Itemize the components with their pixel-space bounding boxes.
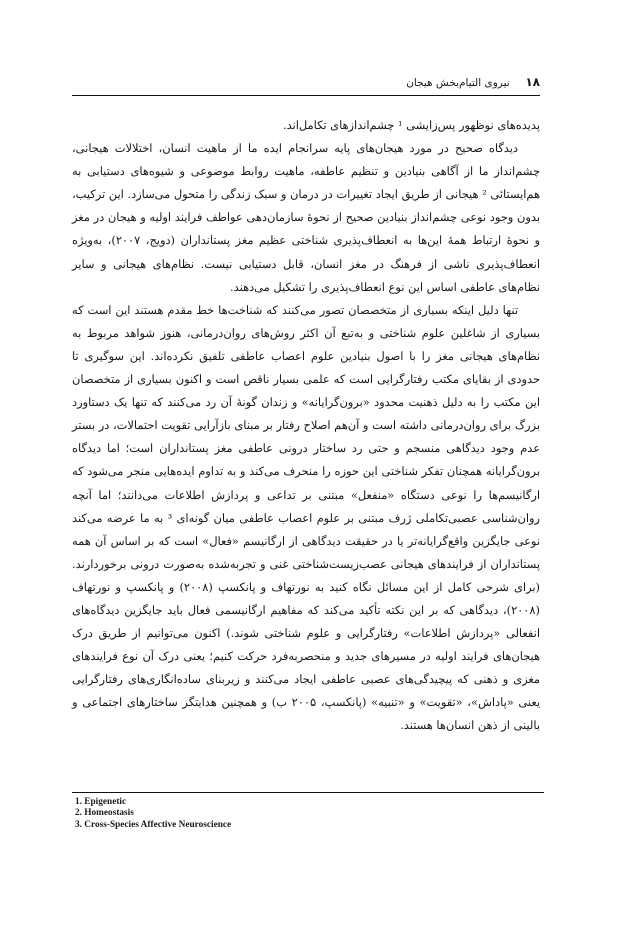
page-number: ۱۸: [525, 75, 540, 89]
footnote-2: 2. Homeostasis: [75, 808, 134, 819]
paragraph-2: دیدگاه صحیح در مورد هیجان‌های پایه سرانجام ایده ما از ماهیت انسان، اختلالات هیجانی، چشم‌انداز ما از آگاهی بنیادین و تنظیم عاطفه، ماهیت روابط موضوعی و شیوه‌های دستیابی به هم‌ایستائی ² هیجانی از طریق ایجاد تغییرات در درمان و سبک زندگی را متحول می‌سازد. این ترکیب، بدون وجود نوعی چشم‌انداز بنیادین صحیح از نحوهٔ سازمان‌دهی عواطف فرایند اولیه و هیجان در مغز و نحوهٔ ارتباط همهٔ این‌ها به انعطاف‌پذیری شناختی عظیم مغز پستانداران (دویج، ۲۰۰۷)، به‌ویژه انعطاف‌پذیری ناشی از فرهنگ در مغز انسان، قابل دستیابی نیست. نظام‌های هیجانی و سایر نظام‌های عاطفی اساس این نوع انعطاف‌پذیری را تشکیل می‌دهند.: [72, 141, 540, 294]
body-text: [72, 114, 540, 738]
footnotes: [75, 797, 231, 831]
header-rule: [72, 95, 540, 96]
running-title: نیروی التیام‌بخش هیجان: [406, 77, 510, 89]
paragraph-1: پدیده‌های نوظهور پس‌زایشی ¹ چشم‌اندازهای تکامل‌اند.: [282, 118, 540, 132]
paragraph-3: تنها دلیل اینکه بسیاری از متخصصان تصور می‌کنند که شناخت‌ها خط مقدم هستند این است که بسیاری از شاغلین علوم شناختی و به‌تبع آن اکثر روش‌های روان‌درمانی، هنوز شواهد مربوط به نظام‌های هیجانی مغز را با اصول بنیادین علوم اعصاب عاطفی تلفیق نکرده‌اند. این سوگیری تا حدودی از بقایای مکتب رفتارگرایی است که علمی بسیار ناقص است و اکنون بسیاری از متخصصان این مکتب را به دلیل ذهنیت محدود «برون‌گرایانه» و زندان گونهٔ آن رد می‌کنند که تنها یک دستاورد بزرگ برای روان‌درمانی داشته است و آن‌هم اصلاح رفتار بر مبنای بازآرایی تقویت احتمالات، در بستر عدم وجود دیدگاهی منسجم و حتی رد ساختار درونی عاطفی مغز پستانداران است؛ اما دیدگاه برون‌گرایانه همچنان تفکر شناختی این حوزه را منحرف می‌کند و به تداوم ایده‌هایی منجر می‌شود که ارگانیسم‌ها را نوعی دستگاه «منفعل» مبتنی بر تداعی و پردازش اطلاعات می‌دانند؛ اما آنچه روان‌شناسی عصبی‌تکاملی ژرف مبتنی بر علوم اعصاب عاطفی میان گونه‌ای ³ به ما عرضه می‌کند نوعی جایگزین واقع‌گرایانه‌تر یا در حقیقت دیدگاهی از ارگانیسم «فعال» است که بر اساس آن همه پستانداران از فرایندهای هیجانی عصب‌زیست‌شناختی غنی و تجربه‌شده به‌صورت درونی برخوردارند. (برای شرحی کامل از این مسائل نگاه کنید به نورتهاف و پانکسپ (۲۰۰۸) و پانکسپ و نورتهاف (۲۰۰۸)، دیدگاهی که بر این نکته تأکید می‌کند که مفاهیم ارگانیسمی فعال باید جایگزین دیدگاه‌های انفعالی «پردازش اطلاعات» رفتارگرایی و علوم شناختی شوند.) اکنون می‌توانیم از طریق درک هیجان‌های فرایند اولیه در مسیرهای جدید و منحصربه‌فرد حرکت کنیم؛ یعنی درک آن نوع فرایندهای مغزی و ذهنی که پیچیدگی‌های عصبی عاطفی ایجاد می‌کنند و زیربنای ساده‌انگاری‌های رفتارگرایی یعنی «پاداش»، «تقویت» و «تنبیه» (پانکسپ، ۲۰۰۵ ب) و همچنین هدایتگر ساختارهای اجتماعی و بالینی از ذهن انسان‌ها هستند.: [72, 302, 540, 733]
footnote-1: 1. Epigenetic: [75, 797, 127, 807]
footnote-separator: [72, 792, 544, 793]
footnote-3: 3. Cross-Species Affective Neuroscience: [75, 819, 232, 830]
page-header: [72, 71, 540, 93]
